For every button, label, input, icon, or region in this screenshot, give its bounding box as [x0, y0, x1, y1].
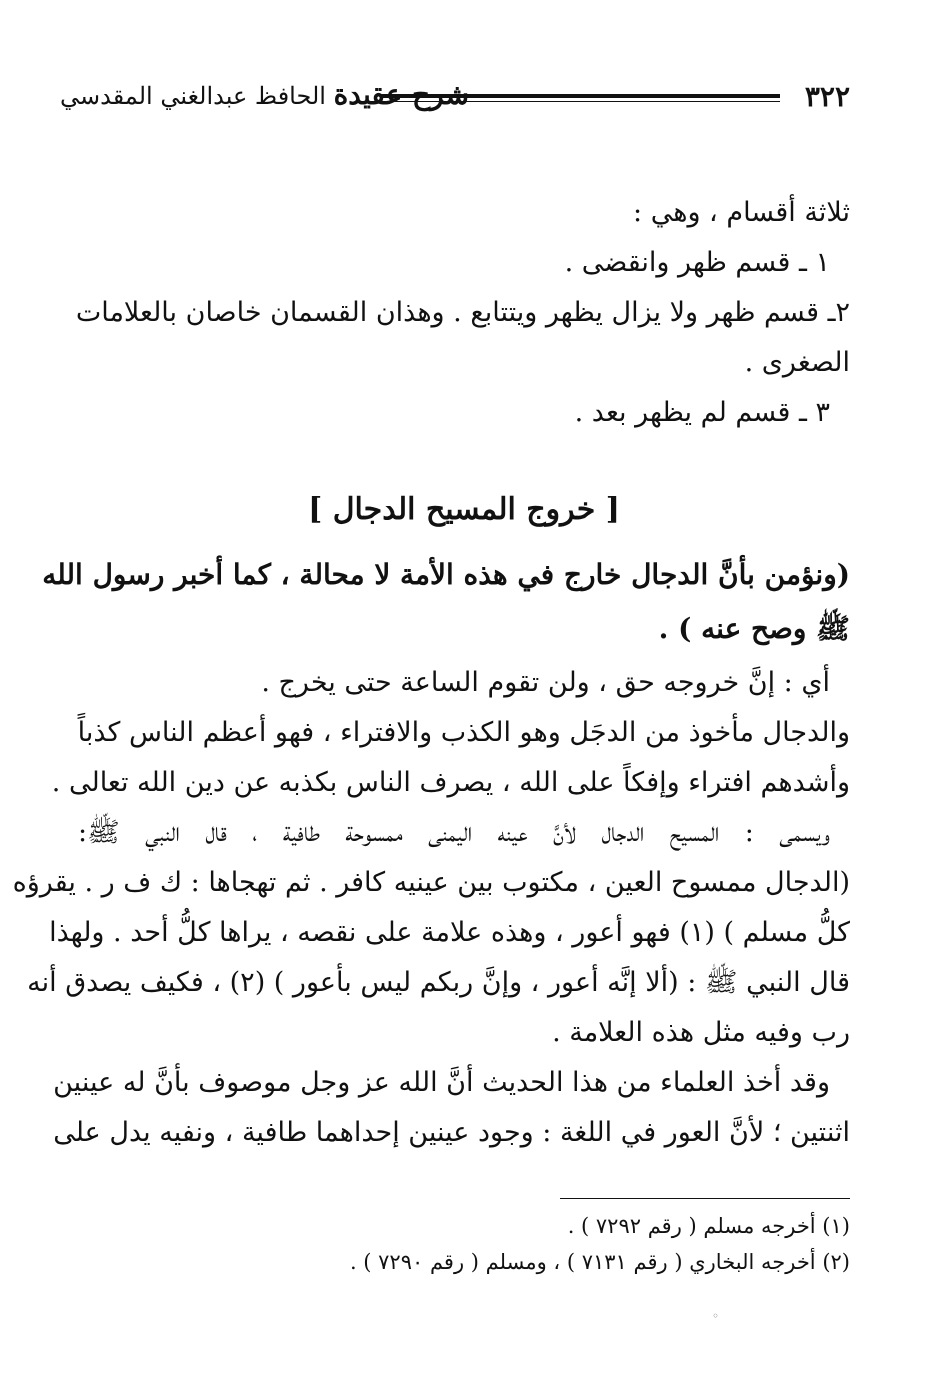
commentary: [12, 658, 850, 1158]
list-item-3: ٣ ـ قسم لم يظهر بعد .: [574, 397, 830, 428]
running-title: [60, 78, 469, 111]
footnote-2: (٢) أخرجه البخاري ( رقم ٧١٣١ ) ، ومسلم ( رقم ٧٢٩٠ ) .: [349, 1250, 850, 1274]
creed-quote: [42, 548, 850, 656]
page-header: [60, 78, 850, 122]
page-number: ٣٢٢: [804, 80, 850, 113]
list-item-2: ٢ـ قسم ظهر ولا يزال يظهر ويتتابع . وهذان القسمان خاصان بالعلامات: [75, 297, 850, 328]
commentary-line: وقد أخذ العلماء من هذا الحديث أنَّ الله عز وجل موصوف بأنَّ له عينين: [53, 1067, 830, 1098]
intro-paragraph: [75, 188, 850, 438]
running-title-rest: الحافظ عبدالغني المقدسي: [60, 82, 334, 110]
list-item-2-continued: الصغرى .: [744, 347, 850, 378]
commentary-line: ويسمى : المسيح الدجال لأنَّ عينه اليمنى ممسوحة طافية ، قال النبي ﷺ:: [78, 817, 830, 848]
commentary-line: وأشدهم افتراء وإفكاً على الله ، يصرف الناس بكذبه عن دين الله تعالى .: [51, 767, 850, 798]
scan-mark: ◦: [712, 1309, 720, 1323]
running-title-bold: شرح عقيدة: [333, 78, 470, 111]
footnote-1: (١) أخرجه مسلم ( رقم ٧٢٩٢ ) .: [567, 1214, 850, 1238]
section-heading: [ خروج المسيح الدجال ]: [308, 492, 620, 527]
quote-line: ﷺ وصح عنه ) .: [658, 612, 850, 645]
commentary-line: أي : إنَّ خروجه حق ، ولن تقوم الساعة حتى يخرج .: [261, 667, 830, 698]
commentary-line: قال النبي ﷺ : (ألا إنَّه أعور ، وإنَّ ربكم ليس بأعور ) (٢) ، فكيف يصدق أنه: [27, 967, 850, 998]
commentary-line: رب وفيه مثل هذه العلامة .: [552, 1017, 850, 1048]
commentary-line: اثنتين ؛ لأنَّ العور في اللغة : وجود عينين إحداهما طافية ، ونفيه يدل على: [53, 1117, 850, 1148]
footnote-separator: [560, 1198, 850, 1199]
quote-line: (ونؤمن بأنَّ الدجال خارج في هذه الأمة لا محالة ، كما أخبر رسول الله: [42, 558, 850, 591]
commentary-line: والدجال مأخوذ من الدجَل وهو الكذب والافتراء ، فهو أعظم الناس كذباً: [77, 717, 850, 748]
list-item-1: ١ ـ قسم ظهر وانقضى .: [564, 247, 830, 278]
commentary-line: (الدجال ممسوح العين ، مكتوب بين عينيه كافر . ثم تهجاها : ك ف ر . يقرؤه: [12, 867, 850, 898]
commentary-line: كلُّ مسلم ) (١) فهو أعور ، وهذه علامة على نقصه ، يراها كلُّ أحد . ولهذا: [49, 917, 850, 948]
footnotes: [78, 1208, 850, 1280]
intro-line: ثلاثة أقسام ، وهي :: [633, 197, 850, 228]
